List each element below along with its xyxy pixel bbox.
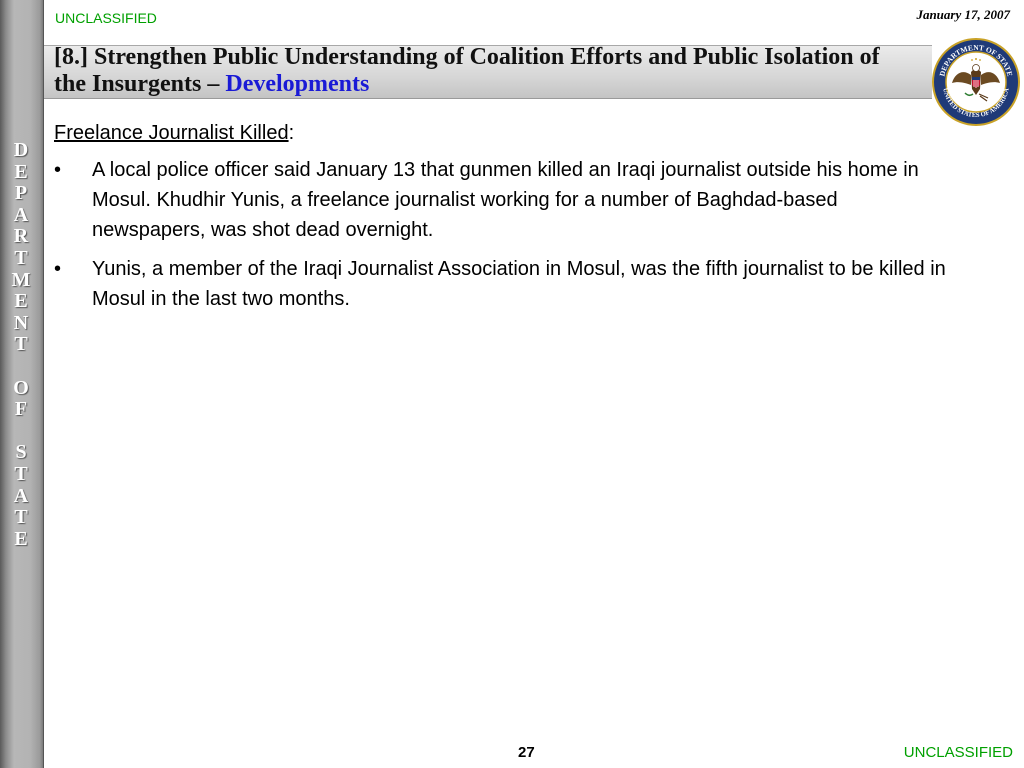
side-letter: T bbox=[14, 462, 28, 485]
side-letter: P bbox=[14, 182, 28, 205]
side-letter: A bbox=[13, 484, 29, 507]
classification-top: UNCLASSIFIED bbox=[55, 10, 157, 26]
side-letter-gap bbox=[0, 356, 42, 378]
section-heading bbox=[54, 118, 954, 148]
slide-date: January 17, 2007 bbox=[916, 7, 1010, 22]
classification-bottom: UNCLASSIFIED bbox=[903, 744, 1013, 761]
side-letter: A bbox=[13, 203, 29, 226]
side-letter: T bbox=[14, 333, 28, 356]
seal-text-top: DEPARTMENT OF STATE bbox=[937, 42, 1015, 78]
side-letter: E bbox=[14, 160, 28, 183]
bullet-marker: • bbox=[54, 159, 62, 181]
bullet-text: Yunis, a member of the Iraqi Journalist Association in Mosul, was the fifth journalist to be killed in Mosul in the last two months. bbox=[92, 258, 946, 310]
side-letter: R bbox=[13, 225, 29, 248]
slide-body bbox=[54, 118, 954, 323]
side-letter: T bbox=[14, 246, 28, 269]
side-letter: E bbox=[14, 290, 28, 313]
page-number: 27 bbox=[518, 744, 535, 761]
side-letter: T bbox=[14, 506, 28, 529]
department-of-state-seal-icon bbox=[931, 37, 1021, 127]
side-letter: N bbox=[13, 311, 29, 334]
section-heading-colon: : bbox=[288, 122, 295, 144]
bullet-text: A local police officer said January 13 that gunmen killed an Iraqi journalist outside his home in Mosul. Khudhir Yunis, a freelance journalist working for a number of Baghdad-based newspapers, was shot dead overnight. bbox=[92, 159, 919, 241]
seal-text-bottom: UNITED STATES OF AMERICA bbox=[941, 87, 1011, 120]
slide-title-main: [8.] Strengthen Public Understanding of Coalition Efforts and Public Isolation of the Insurgents – bbox=[54, 44, 880, 97]
side-letter: D bbox=[13, 139, 29, 161]
side-letter-gap bbox=[0, 421, 42, 443]
bullet-marker: • bbox=[54, 258, 62, 280]
side-banner-text bbox=[0, 140, 42, 550]
side-letter: E bbox=[14, 527, 28, 550]
slide-title bbox=[54, 44, 914, 98]
bullet-item bbox=[54, 254, 954, 314]
slide-title-accent: Developments bbox=[225, 71, 370, 97]
side-banner bbox=[0, 0, 44, 768]
section-heading-text: Freelance Journalist Killed bbox=[54, 122, 289, 144]
side-letter: O bbox=[13, 376, 29, 399]
side-letter: M bbox=[11, 268, 31, 291]
bullet-item bbox=[54, 155, 954, 245]
side-letter: F bbox=[14, 398, 28, 421]
side-letter: S bbox=[15, 441, 27, 464]
